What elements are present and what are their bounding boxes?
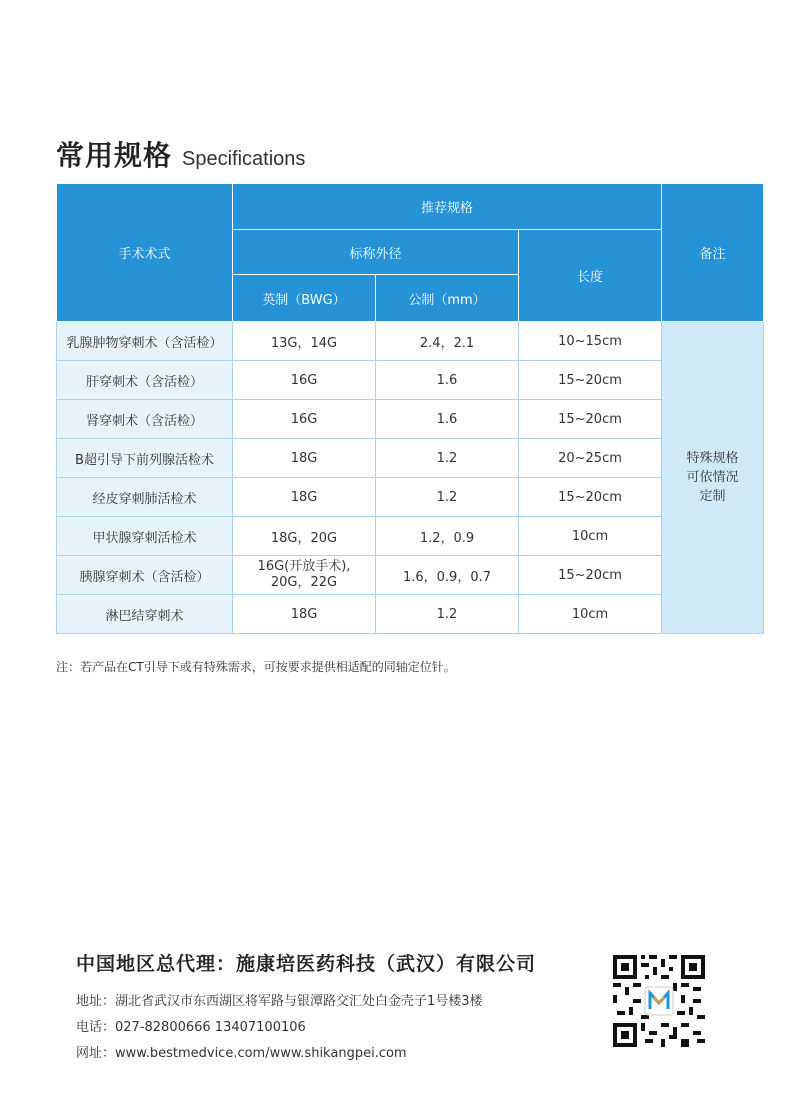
specifications-table (56, 183, 764, 634)
cell-imperial: 13G，14G (233, 322, 376, 361)
page-title (56, 134, 305, 174)
website-link[interactable]: 网址：www.bestmedvice.com/www.shikangpei.com (76, 1046, 407, 1061)
imperial-line: 20G，22G (270, 575, 338, 590)
cell-remark (662, 322, 764, 634)
cell-length: 10cm (519, 517, 662, 556)
phone-text: 电话：027-82800666 13407100106 (76, 1020, 306, 1035)
header-recommended: 推荐规格 (233, 184, 662, 230)
header-procedure: 手术术式 (57, 184, 233, 322)
cell-metric: 1.2 (376, 478, 519, 517)
cell-length: 15~20cm (519, 556, 662, 595)
cell-imperial: 18G (233, 439, 376, 478)
cell-imperial: 18G，20G (233, 517, 376, 556)
header-length: 长度 (519, 230, 662, 322)
table-row (57, 322, 764, 361)
cell-procedure: 胰腺穿刺术（含活检） (57, 556, 233, 595)
cell-imperial: 18G (233, 478, 376, 517)
header-outer-diameter: 标称外径 (233, 230, 519, 275)
header-imperial: 英制（BWG） (233, 275, 376, 322)
cell-length: 10~15cm (519, 322, 662, 361)
qr-code-icon (611, 953, 707, 1049)
table-row (57, 361, 764, 400)
header-remark: 备注 (662, 184, 764, 322)
cell-imperial: 18G (233, 595, 376, 634)
remark-line: 定制 (699, 489, 726, 504)
distributor-title: 中国地区总代理：施康培医药科技（武汉）有限公司 (76, 953, 537, 975)
table-note: 注：若产品在CT引导下或有特殊需求，可按要求提供相适配的同轴定位针。 (56, 660, 456, 674)
cell-procedure: B超引导下前列腺活检术 (57, 439, 233, 478)
cell-metric: 1.2 (376, 439, 519, 478)
remark-line: 可依情况 (686, 470, 739, 485)
remark-line: 特殊规格 (686, 451, 739, 466)
cell-length: 15~20cm (519, 361, 662, 400)
address-text: 地址：湖北省武汉市东西湖区将军路与银潭路交汇处白金壳子1号楼3楼 (76, 994, 483, 1009)
cell-metric: 2.4，2.1 (376, 322, 519, 361)
table-row (57, 478, 764, 517)
cell-metric: 1.6，0.9，0.7 (376, 556, 519, 595)
cell-imperial (233, 556, 376, 595)
table-row (57, 595, 764, 634)
cell-length: 10cm (519, 595, 662, 634)
cell-metric: 1.6 (376, 361, 519, 400)
imperial-line: 16G(开放手术), (257, 559, 351, 574)
cell-procedure: 肝穿刺术（含活检） (57, 361, 233, 400)
cell-procedure: 肾穿刺术（含活检） (57, 400, 233, 439)
cell-length: 15~20cm (519, 478, 662, 517)
table-row (57, 556, 764, 595)
header-metric: 公制（mm） (376, 275, 519, 322)
cell-procedure: 乳腺肿物穿刺术（含活检） (57, 322, 233, 361)
cell-procedure: 淋巴结穿刺术 (57, 595, 233, 634)
cell-length: 15~20cm (519, 400, 662, 439)
cell-imperial: 16G (233, 361, 376, 400)
cell-length: 20~25cm (519, 439, 662, 478)
cell-procedure: 经皮穿刺肺活检术 (57, 478, 233, 517)
cell-imperial: 16G (233, 400, 376, 439)
title-chinese: 常用规格 (56, 139, 173, 172)
table-row (57, 400, 764, 439)
cell-metric: 1.2 (376, 595, 519, 634)
table-row (57, 439, 764, 478)
table-row (57, 517, 764, 556)
cell-metric: 1.6 (376, 400, 519, 439)
title-english: Specifications (182, 148, 306, 170)
cell-metric: 1.2，0.9 (376, 517, 519, 556)
cell-procedure: 甲状腺穿刺活检术 (57, 517, 233, 556)
